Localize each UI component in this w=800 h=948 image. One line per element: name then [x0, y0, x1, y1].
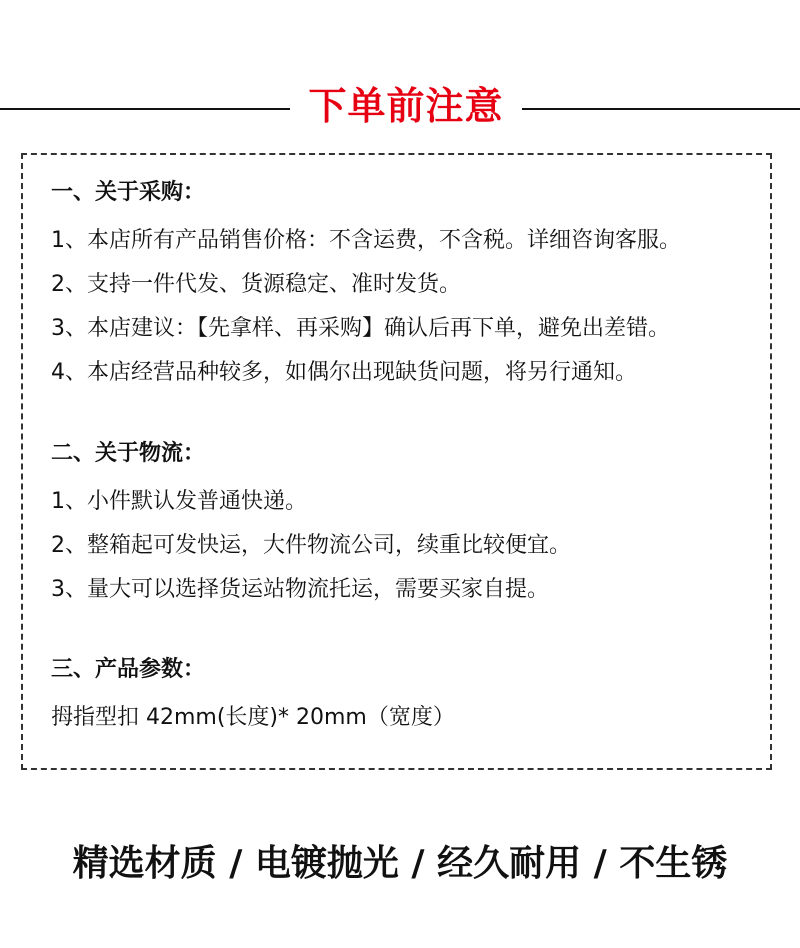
header: [0, 82, 800, 130]
section-title: 一、关于采购：: [51, 180, 206, 205]
section-logistics: [51, 436, 763, 612]
section-title: 二、关于物流：: [51, 441, 206, 466]
notice-line: 1、本店所有产品销售价格：不含运费，不含税。详细咨询客服。: [51, 228, 681, 253]
notice-line: 3、量大可以选择货运站物流托运，需要买家自提。: [51, 577, 549, 602]
page-title: 下单前注意: [308, 84, 504, 128]
notice-line: 1、小件默认发普通快递。: [51, 489, 307, 514]
divider-right: [522, 108, 800, 110]
section-parameters: [51, 652, 763, 740]
notice-line: 4、本店经营品种较多，如偶尔出现缺货问题，将另行通知。: [51, 360, 637, 385]
notice-line: 2、整箱起可发快运，大件物流公司，续重比较便宜。: [51, 533, 571, 558]
notice-box: [21, 153, 772, 770]
product-spec: 拇指型扣 42mm(长度)* 20mm（宽度）: [51, 705, 455, 730]
feature-slogan: 精选材质 / 电镀抛光 / 经久耐用 / 不生锈: [72, 843, 728, 884]
notice-line: 3、本店建议：【先拿样、再采购】确认后再下单，避免出差错。: [51, 316, 670, 341]
section-purchase: [51, 175, 763, 395]
notice-line: 2、支持一件代发、货源稳定、准时发货。: [51, 272, 461, 297]
divider-left: [0, 108, 290, 110]
section-title: 三、产品参数：: [51, 657, 206, 682]
